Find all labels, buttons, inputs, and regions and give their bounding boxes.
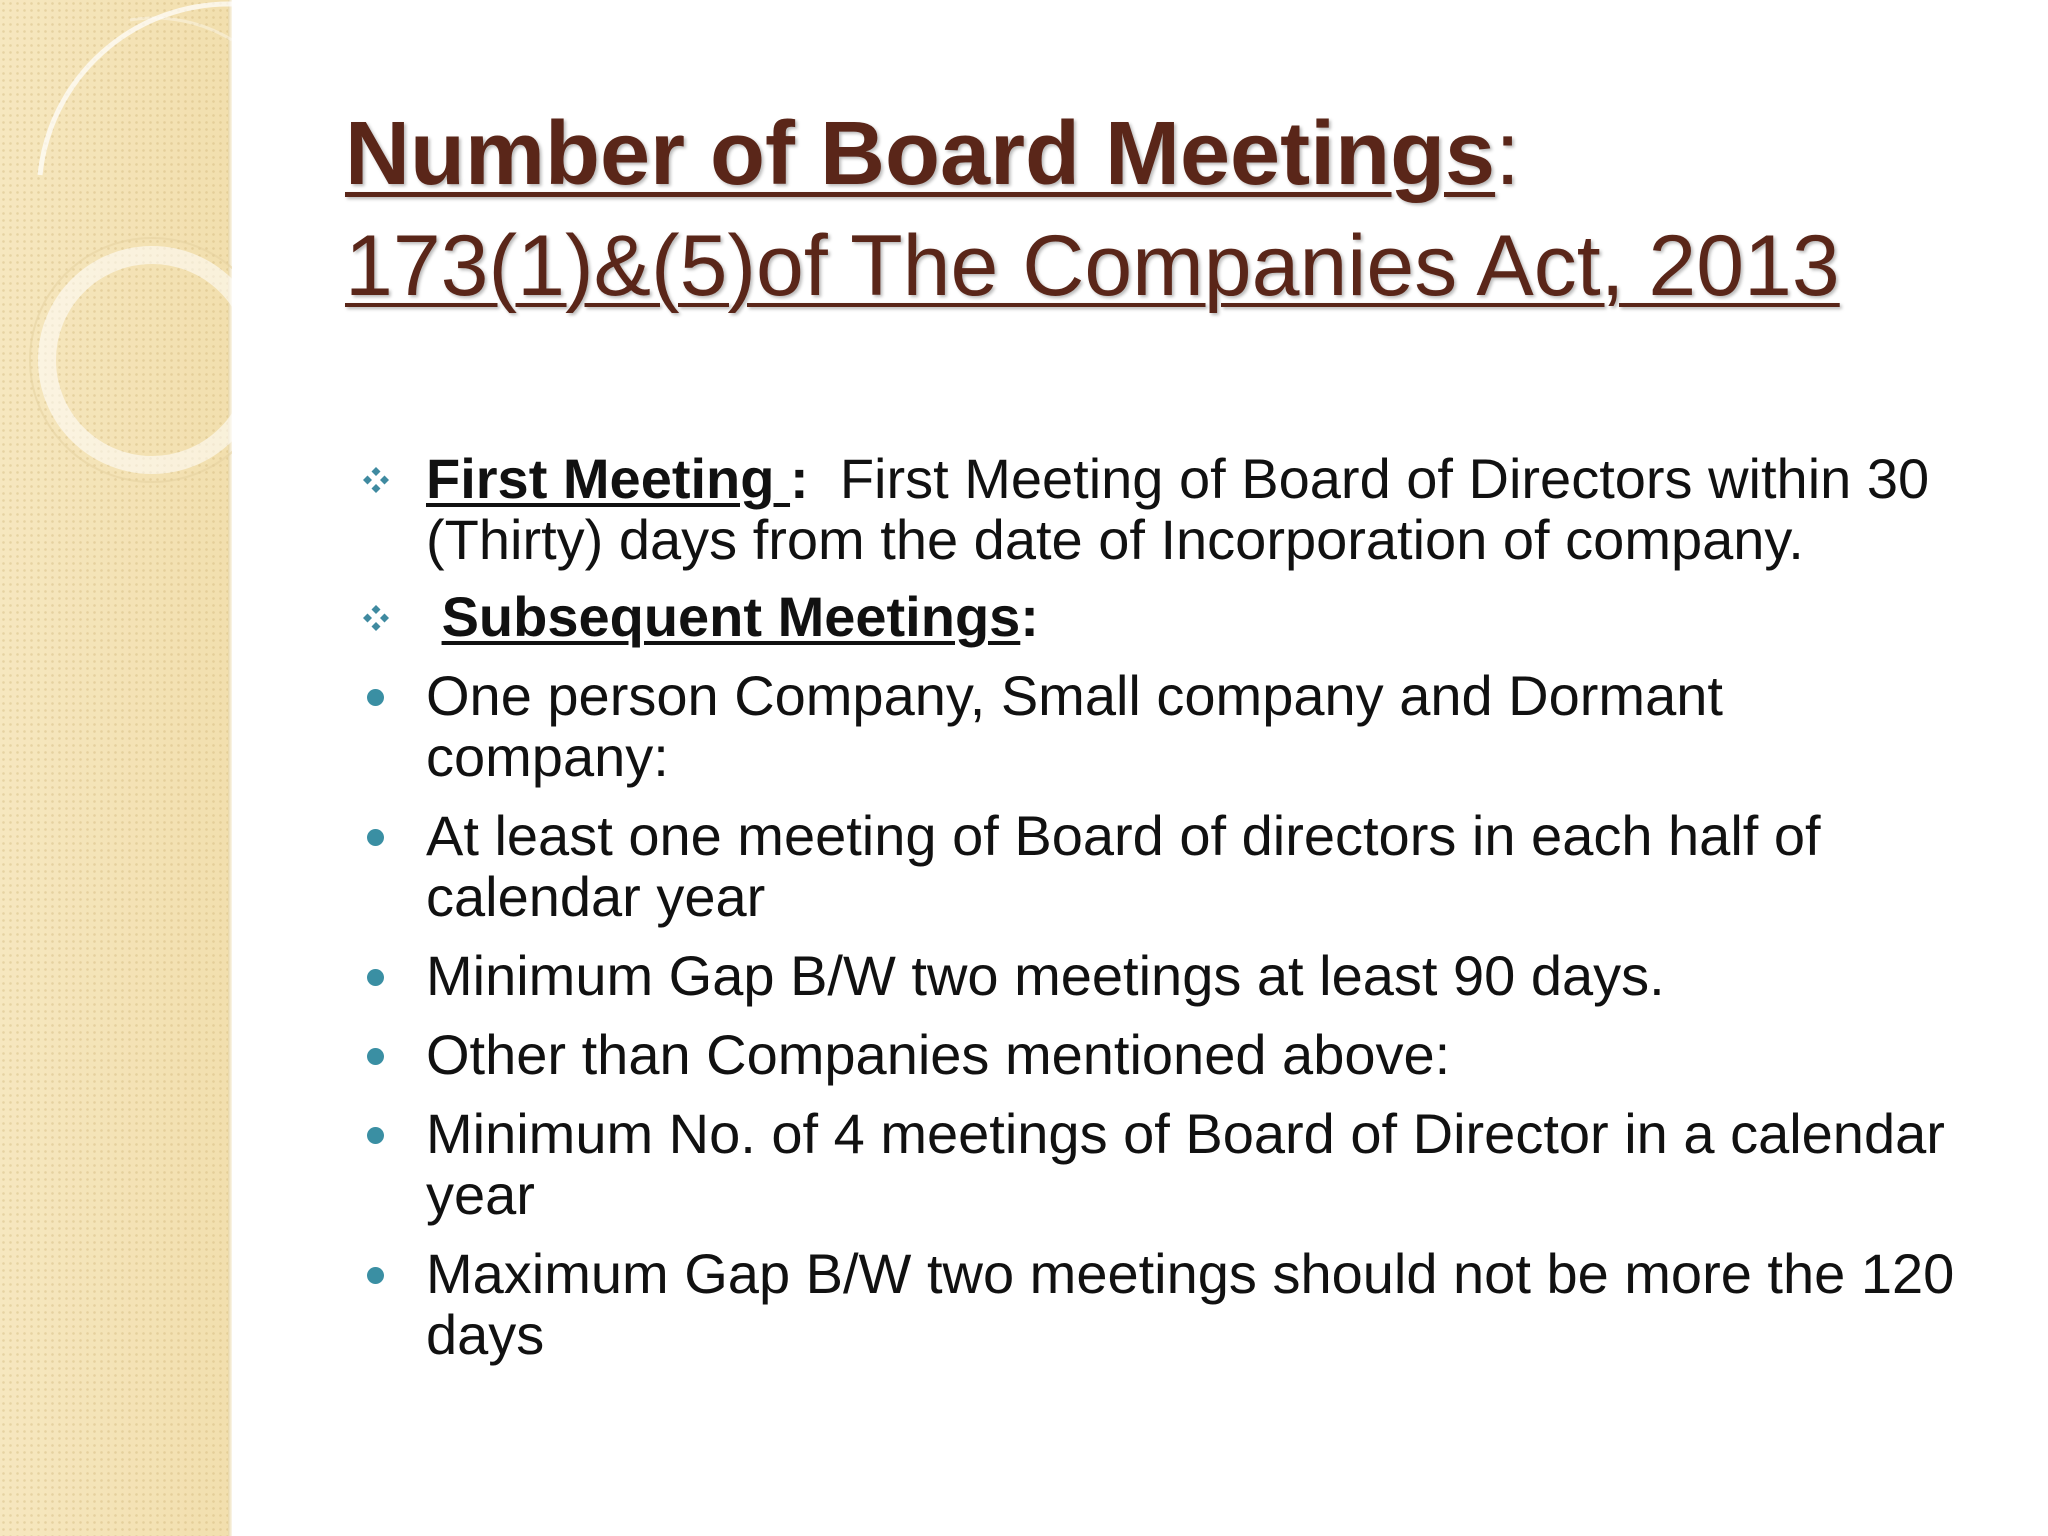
list-item	[358, 665, 1978, 787]
subsequent-meetings-colon: :	[1020, 585, 1039, 648]
list-item	[358, 1103, 1978, 1225]
round-dot-icon	[367, 1267, 384, 1284]
slide-title	[345, 98, 1985, 322]
four-diamond-icon	[362, 604, 390, 632]
list-item-text: At least one meeting of Board of directors in each half of calendar year	[426, 804, 1821, 928]
list-item-text: Other than Companies mentioned above:	[426, 1023, 1451, 1086]
list-item-text: Minimum No. of 4 meetings of Board of Director in a calendar year	[426, 1102, 1945, 1226]
round-dot-icon	[367, 1048, 384, 1065]
round-dot-icon	[367, 969, 384, 986]
first-meeting-label: First Meeting	[426, 447, 791, 510]
first-meeting-colon: :	[790, 447, 809, 510]
list-item	[358, 1243, 1978, 1365]
list-item	[358, 1024, 1978, 1085]
list-item	[358, 805, 1978, 927]
list-item-first-meeting	[358, 448, 1978, 570]
round-dot-icon	[367, 829, 384, 846]
first-meeting-text: First Meeting of Board of Directors within 30 (Thirty) days from the date of Incorporation of company.	[426, 447, 1930, 571]
list-item-text: One person Company, Small company and Dormant company:	[426, 664, 1723, 788]
title-subtitle: 173(1)&(5)of The Companies Act, 2013	[345, 218, 1840, 314]
ring-arc-decoration	[0, 0, 232, 520]
bullet-list	[358, 448, 1978, 1365]
list-item	[358, 945, 1978, 1006]
title-colon: :	[1495, 104, 1521, 204]
title-main: Number of Board Meetings	[345, 104, 1496, 204]
round-dot-icon	[367, 689, 384, 706]
subsequent-meetings-label: Subsequent Meetings	[441, 585, 1021, 648]
title-line-1	[345, 98, 1985, 210]
round-dot-icon	[367, 1127, 384, 1144]
list-item-text: Minimum Gap B/W two meetings at least 90 days.	[426, 944, 1665, 1007]
list-item-subsequent-meetings	[358, 586, 1978, 647]
four-diamond-icon	[362, 466, 390, 494]
list-item-text: Maximum Gap B/W two meetings should not be more the 120 days	[426, 1242, 1955, 1366]
